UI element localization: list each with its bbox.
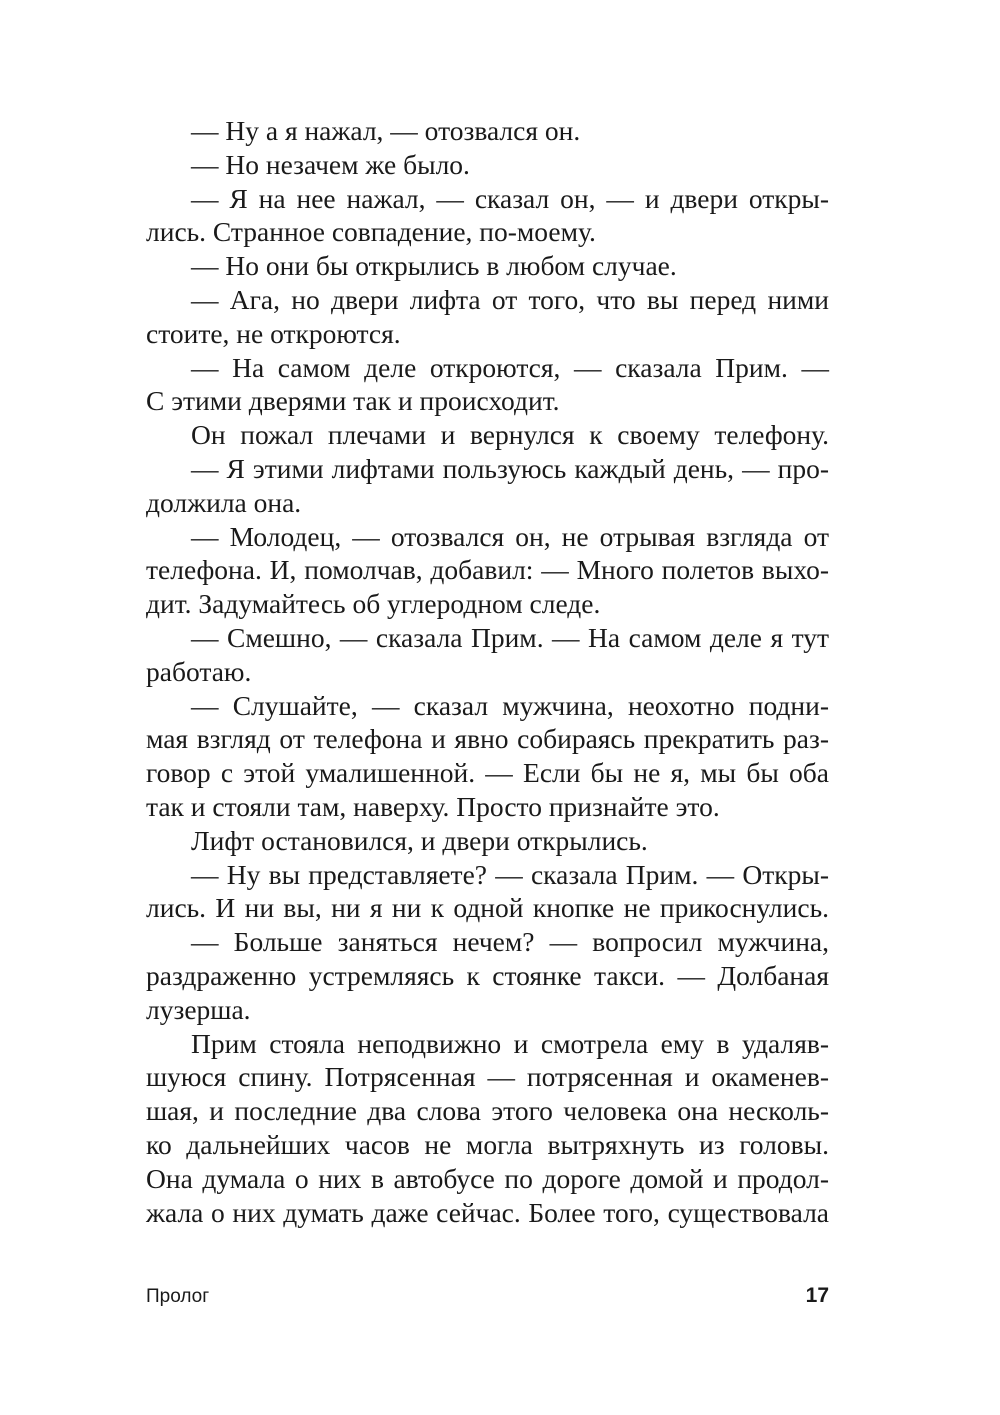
text-line: — Но они бы открылись в любом случае. <box>191 250 677 282</box>
text-line: — Смешно, — сказала Прим. — На самом деле я тут <box>191 621 829 653</box>
text-line: раздраженно устремляясь к стоянке такси. — Долбаная <box>146 959 829 991</box>
text-line: говор с этой умалишенной. — Если бы не я, мы бы оба <box>146 757 829 789</box>
text-line: лись. И ни вы, ни я ни к одной кнопке не прикоснулись. <box>146 892 829 924</box>
text-line: так и стояли там, наверху. Просто признайте это. <box>146 790 720 822</box>
text-line: — Молодец, — отозвался он, не отрывая взгляда от <box>191 520 829 552</box>
text-line: лись. Странное совпадение, по-моему. <box>146 216 596 248</box>
page-number: 17 <box>805 1284 829 1307</box>
text-line: Прим стояла неподвижно и смотрела ему в удаляв- <box>191 1027 829 1059</box>
text-line: лузерша. <box>146 993 251 1025</box>
text-line: — Ну вы представляете? — сказала Прим. — Откры- <box>191 858 829 890</box>
text-line: — Больше заняться нечем? — вопросил мужчина, <box>191 926 829 958</box>
text-line: — Ну а я нажал, — отозвался он. <box>191 115 581 146</box>
text-line: — Я этими лифтами пользуюсь каждый день, — про- <box>191 452 829 484</box>
text-line: должила она. <box>146 486 302 518</box>
text-line: жала о них думать даже сейчас. Более того, существовала <box>146 1196 829 1228</box>
text-line: дит. Задумайтесь об углеродном следе. <box>146 588 601 620</box>
text-line: стоите, не откроются. <box>146 317 401 349</box>
text-line: — Ага, но двери лифта от того, что вы перед ними <box>191 283 829 315</box>
text-line: — На самом деле откроются, — сказала Прим. — <box>191 351 829 383</box>
text-line: шуюся спину. Потрясенная — потрясенная и окаменев- <box>146 1061 829 1093</box>
text-line: — Я на нее нажал, — сказал он, — и двери откры- <box>191 182 829 214</box>
text-line: Она думала о них в автобусе по дороге домой и продол- <box>146 1162 829 1194</box>
text-line: работаю. <box>146 655 252 687</box>
text-line: С этими дверями так и происходит. <box>146 385 560 417</box>
text-line: телефона. И, помолчав, добавил: — Много полетов выхо- <box>146 554 829 586</box>
text-line: шая, и последние два слова этого человека она несколь- <box>146 1095 829 1127</box>
page-footer <box>146 1284 829 1314</box>
text-line: Лифт остановился, и двери открылись. <box>191 824 648 856</box>
text-line: ко дальнейших часов не могла вытряхнуть из головы. <box>146 1128 829 1160</box>
chapter-title: Пролог <box>146 1286 210 1307</box>
text-line: мая взгляд от телефона и явно собираясь прекратить раз- <box>146 723 829 755</box>
body-text <box>146 114 829 1229</box>
text-line: — Слушайте, — сказал мужчина, неохотно подни- <box>191 689 829 721</box>
text-line: — Но незачем же было. <box>191 148 470 180</box>
text-line: Он пожал плечами и вернулся к своему телефону. <box>191 419 829 451</box>
